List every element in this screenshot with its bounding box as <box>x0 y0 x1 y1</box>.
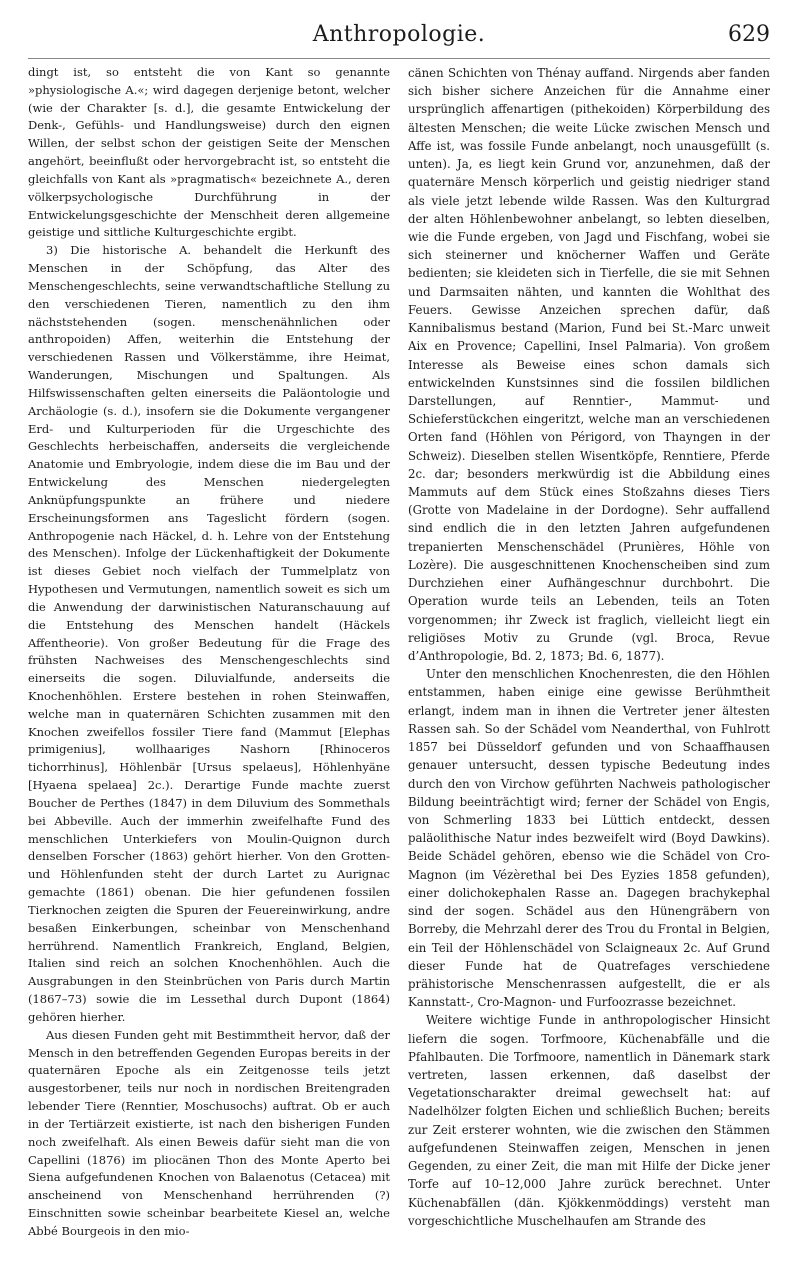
paragraph: Aus diesen Funden geht mit Bestimmtheit hervor, daß der Mensch in den betreffenden Gegenden Europas bereits in der quaternären Epoche als ein Zeitgenosse teils jetzt ausgestorbener, teils nur noch in nordischen Breitengraden lebender Tiere (Renntier, Moschusochs) auftrat. Ob er auch in der Tertiärzeit existierte, ist nach den bisherigen Funden noch zweifelhaft. Als einen Beweis dafür sieht man die von Capellini (1876) im pliocänen Thon des Monte Aperto bei Siena aufgefundenen Knochen von Balaenotus (Cetacea) mit anscheinend von Menschenhand herrührenden (?) Einschnitten sowie scheinbar bearbeitete Kiesel an, welche Abbé Bourgeois in den mio- <box>28 1027 390 1238</box>
left-column <box>28 64 390 1264</box>
header-rule <box>28 58 770 59</box>
right-column <box>408 64 770 1264</box>
paragraph: dingt ist, so entsteht die von Kant so genannte »physiologische A.«; wird dagegen derjenige betont, welcher (wie der Charakter [s. d.], die gesamte Entwickelung der Denk-, Gefühls- und Handlungsweise) durch den eignen Willen, der selbst schon der geistigen Seite der Menschen angehört, beeinflußt oder hervorgebracht ist, so entsteht die gleichfalls von Kant als »pragmatisch« bezeichnete A., deren völkerpsychologische Durchführung in der Entwickelungsgeschichte der Menschheit deren allgemeine geistige und sittliche Kulturgeschichte ergibt. <box>28 65 390 240</box>
paragraph: Unter den menschlichen Knochenresten, die den Höhlen entstammen, haben einige eine gewisse Berühmtheit erlangt, indem man in ihnen die Vertreter jener ältesten Rassen sah. So der Schädel vom Neanderthal, von Fuhlrott 1857 bei Düsseldorf gefunden und von Schaaffhausen genauer untersucht, dessen typische Bedeutung indes durch den von Virchow geführten Nachweis pathologischer Bildung beeinträchtigt wird; ferner der Schädel von Engis, von Schmerling 1833 bei Lüttich entdeckt, dessen paläolithische Natur indes bezweifelt wird (Boyd Dawkins). Beide Schädel gehören, ebenso wie die Schädel von Cro-Magnon (im Vézèrethal bei Des Eyzies 1858 gefunden), einer dolichokephalen Rasse an. Dagegen brachykephal sind der sogen. Schädel aus den Hünengräbern von Borreby, die Mehrzahl derer des Trou du Frontal in Belgien, ein Teil der Höhlenschädel von Sclaigneaux 2c. Auf Grund dieser Funde hat de Quatrefages verschiedene prähistorische Menschenrassen aufgestellt, die er als Kannstatt-, Cro-Magnon- und Furfoozrasse bezeichnet. <box>408 667 770 1010</box>
page-header <box>28 22 770 58</box>
page-number: 629 <box>728 22 770 47</box>
paragraph: 3) Die historische A. behandelt die Herkunft des Menschen in der Schöpfung, das Alter des Menschengeschlechts, seine verwandtschaftliche Stellung zu den verschiedenen Tieren, namentlich zu den ihm nächststehenden (sogen. menschenähnlichen oder anthropoiden) Affen, weiterhin die Entstehung der verschiedenen Rassen und Völkerstämme, ihre Heimat, Wanderungen, Mischungen und Spaltungen. Als Hilfswissenschaften gelten einerseits die Paläontologie und Archäologie (s. d.), insofern sie die Dokumente vergangener Erd- und Kulturperioden für die Urgeschichte des Geschlechts herbeischaffen, anderseits die vergleichende Anatomie und Embryologie, indem diese die im Bau und der Entwickelung des Menschen niedergelegten Anknüpfungspunkte an frühere und niedere Erscheinungsformen ans Tageslicht fördern (sogen. Anthropogenie nach Häckel, d. h. Lehre von der Entstehung des Menschen). Infolge der Lückenhaftigkeit der Dokumente ist dieses Gebiet noch vielfach der Tummelplatz von Hypothesen und Vermutungen, namentlich soweit es sich um die Anwendung der darwinistischen Naturanschauung auf die Entstehung des Menschen handelt (Häckels Affentheorie). Von großer Bedeutung für die Frage des frühsten Nachweises des Menschengeschlechts sind einerseits die sogen. Diluvialfunde, anderseits die Knochenhöhlen. Erstere bestehen in rohen Steinwaffen, welche man in quaternären Schichten zusammen mit den Knochen zweifellos fossiler Tiere fand (Mammut [Elephas primigenius], wollhaariges Nashorn [Rhinoceros tichorrhinus], Höhlenbär [Ursus spelaeus], Höhlenhyäne [Hyaena spelaea] 2c.). Derartige Funde machte zuerst Boucher de Perthes (1847) in dem Diluvium des Sommethals bei Abbeville. Auch der immerhin zweifelhafte Fund des menschlichen Unterkiefers von Moulin-Quignon durch denselben Forscher (1863) gehört hierher. Von den Grotten- und Höhlenfunden steht der durch Lartet zu Aurignac gemachte (1861) obenan. Die hier gefundenen fossilen Tierknochen zeigten die Spuren der Feuereinwirkung, andre besaßen Einkerbungen, scheinbar von Menschenhand herrührend. Namentlich Frankreich, England, Belgien, Italien sind reich an solchen Knochenhöhlen. Auch die Ausgrabungen in den Steinbrüchen von Paris durch Martin (1867–73) sowie die im Lessethal durch Dupont (1864) gehören hierher. <box>28 243 390 1024</box>
paragraph: Weitere wichtige Funde in anthropologischer Hinsicht liefern die sogen. Torfmoore, Küchenabfälle und die Pfahlbauten. Die Torfmoore, namentlich in Dänemark stark vertreten, lassen erkennen, daß daselbst der Vegetationscharakter dreimal gewechselt hat: auf Nadelhölzer folgten Eichen und schließlich Buchen; bereits zur Zeit ersterer wohnten, wie die zwischen den Stämmen aufgefundenen Steinwaffen zeigen, Menschen in jenen Gegenden, zu einer Zeit, die man mit Hilfe der Dicke jener Torfe auf 10–12,000 Jahre zurück berechnet. Unter Küchenabfällen (dän. Kjökkenmöddings) versteht man vorgeschichtliche Muschelhaufen am Strande des <box>408 1013 770 1228</box>
paragraph: cänen Schichten von Thénay auffand. Nirgends aber fanden sich bisher sichere Anzeichen für die Annahme einer ursprünglich affenartigen (pithekoiden) Körperbildung des ältesten Menschen; die weite Lücke zwischen Mensch und Affe ist, was fossile Funde anbelangt, noch unausgefüllt (s. unten). Ja, es liegt kein Grund vor, anzunehmen, daß der quaternäre Mensch körperlich und geistig niedriger stand als viele jetzt lebende wilde Rassen. Was den Kulturgrad der alten Höhlenbewohner anbelangt, so lebten dieselben, wie die Funde ergeben, von Jagd und Fischfang, wobei sie sich steinerner und knöcherner Waffen und Geräte bedienten; sie kleideten sich in Tierfelle, die sie mit Sehnen und Darmsaiten nähten, und kannten die Wohlthat des Feuers. Gewisse Anzeichen sprechen dafür, daß Kannibalismus bestand (Marion, Fund bei St.-Marc unweit Aix en Provence; Capellini, Insel Palmaria). Von großem Interesse als Beweise eines schon damals sich entwickelnden Kunstsinnes sind die fossilen bildlichen Darstellungen, auf Renntier-, Mammut- und Schieferstückchen eingeritzt, welche man an verschiedenen Orten fand (Höhlen von Périgord, von Thayngen in der Schweiz). Dieselben stellen Wisentköpfe, Renntiere, Pferde 2c. dar; besonders merkwürdig ist die Abbildung eines Mammuts auf dem Stück eines Stoßzahns dieses Tiers (Grotte von Madelaine in der Dordogne). Sehr auffallend sind endlich die in den letzten Jahren aufgefundenen trepanierten Menschenschädel (Prunières, Höhle von Lozère). Die ausgeschnittenen Knochenscheiben sind zum Durchziehen einer Aufhängeschnur durchbohrt. Die Operation wurde teils an Lebenden, teils an Toten vorgenommen; ihr Zweck ist fraglich, vielleicht liegt ein religiöses Motiv zu Grunde (vgl. Broca, Revue d’Anthropologie, Bd. 2, 1873; Bd. 6, 1877). <box>408 66 770 663</box>
running-title: Anthropologie. <box>312 22 486 47</box>
